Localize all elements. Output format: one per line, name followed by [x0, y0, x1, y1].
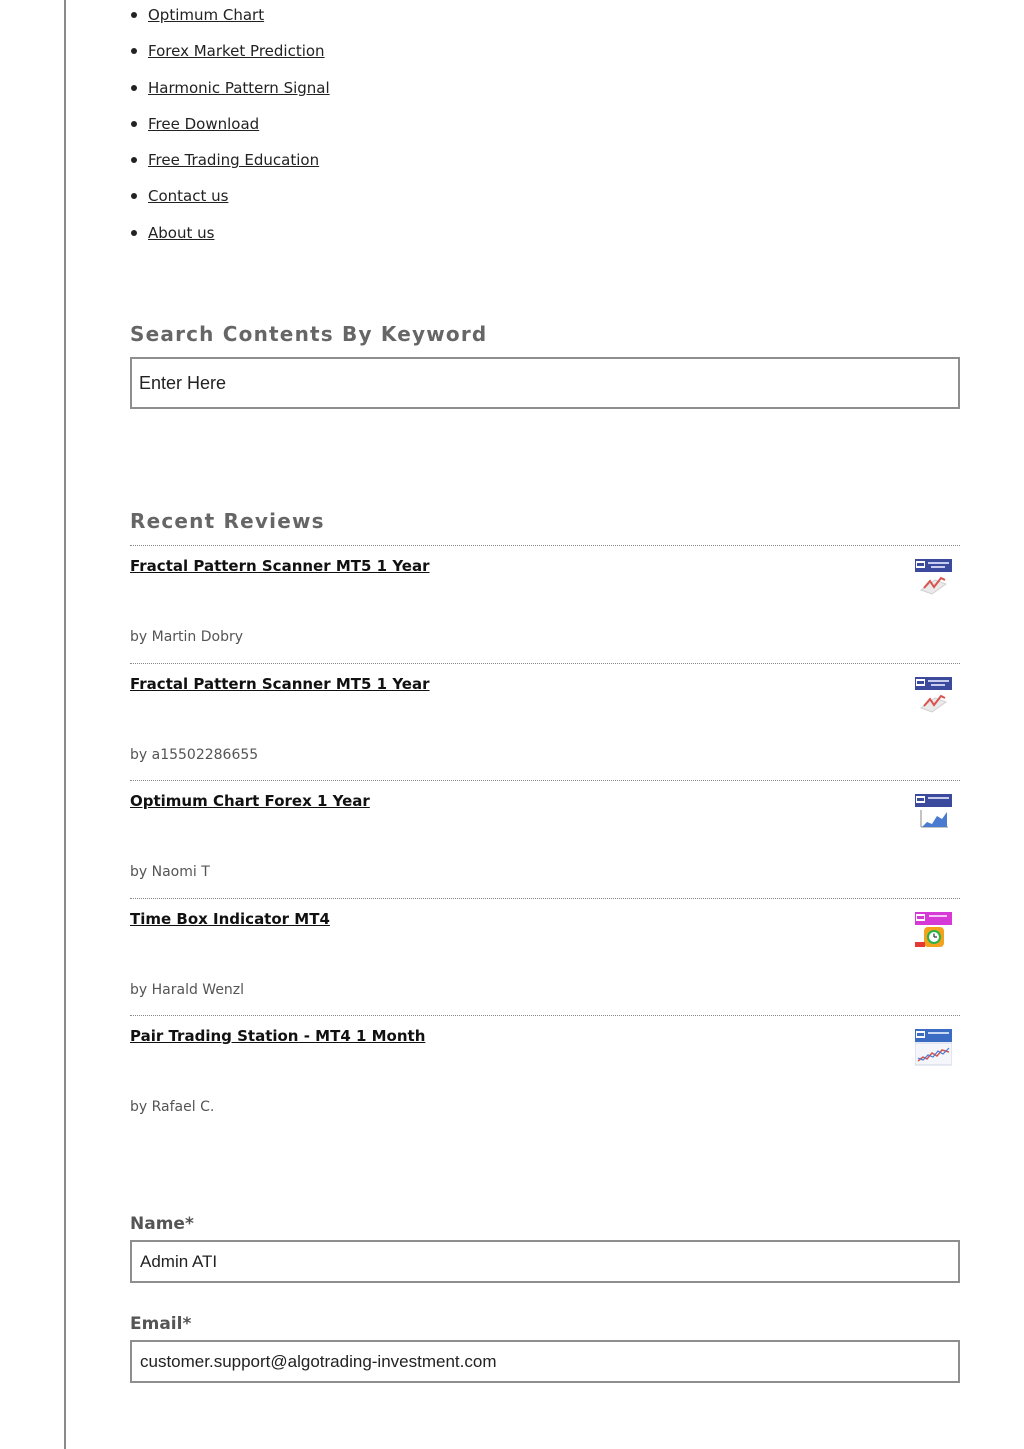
review-item	[130, 898, 960, 1016]
fractal-pattern-scanner-thumbnail[interactable]	[915, 559, 952, 596]
time-box-indicator-thumbnail[interactable]	[915, 912, 952, 949]
review-author: by Harald Wenzl	[130, 981, 245, 998]
nav-menu	[130, 3, 330, 257]
review-title-link[interactable]: Optimum Chart Forex 1 Year	[130, 792, 370, 810]
name-label: Name*	[130, 1214, 194, 1234]
review-item	[130, 663, 960, 781]
review-author: by Rafael C.	[130, 1099, 215, 1115]
nav-item-optimum-chart	[130, 3, 330, 39]
nav-item-harmonic-pattern-signal	[130, 76, 330, 112]
nav-item-free-download	[130, 112, 330, 148]
review-title-link[interactable]: Time Box Indicator MT4	[130, 909, 330, 928]
nav-link-forex-market-prediction[interactable]: Forex Market Prediction	[148, 42, 325, 61]
search-input[interactable]	[132, 359, 958, 407]
pair-trading-station-thumbnail[interactable]	[915, 1029, 952, 1066]
nav-item-contact-us	[130, 184, 330, 220]
bullet-icon	[131, 85, 137, 91]
bullet-icon	[131, 230, 137, 236]
nav-link-contact-us[interactable]: Contact us	[148, 187, 229, 206]
review-title-link[interactable]: Fractal Pattern Scanner MT5 1 Year	[130, 557, 430, 575]
review-item	[130, 1015, 960, 1133]
search-heading: Search Contents By Keyword	[130, 322, 488, 346]
fractal-pattern-scanner-thumbnail[interactable]	[915, 677, 952, 714]
review-title-link[interactable]: Pair Trading Station - MT4 1 Month	[130, 1027, 426, 1045]
page-left-border	[64, 0, 66, 1449]
review-list	[130, 545, 960, 1133]
review-author: by a15502286655	[130, 746, 259, 763]
bullet-icon	[131, 157, 137, 163]
review-author: by Martin Dobry	[130, 629, 244, 645]
nav-link-optimum-chart[interactable]: Optimum Chart	[148, 6, 265, 24]
review-title-link[interactable]: Fractal Pattern Scanner MT5 1 Year	[130, 674, 430, 693]
email-label: Email*	[130, 1314, 192, 1334]
search-box	[130, 357, 960, 409]
review-item	[130, 545, 960, 663]
recent-reviews-heading: Recent Reviews	[130, 509, 325, 533]
nav-link-free-download[interactable]: Free Download	[148, 114, 260, 133]
email-field	[130, 1340, 960, 1383]
bullet-icon	[131, 12, 137, 18]
nav-item-about-us	[130, 221, 330, 257]
bullet-icon	[131, 121, 137, 127]
bullet-icon	[131, 193, 137, 199]
nav-link-free-trading-education[interactable]: Free Trading Education	[148, 151, 320, 170]
review-item	[130, 780, 960, 898]
name-field	[130, 1240, 960, 1283]
review-author: by Naomi T	[130, 864, 210, 880]
nav-item-forex-market-prediction	[130, 39, 330, 75]
optimum-chart-thumbnail[interactable]	[915, 794, 952, 831]
nav-item-free-trading-education	[130, 148, 330, 184]
email-input[interactable]	[132, 1342, 958, 1381]
name-input[interactable]	[132, 1242, 958, 1281]
nav-link-about-us[interactable]: About us	[148, 223, 215, 242]
bullet-icon	[131, 48, 137, 54]
nav-link-harmonic-pattern-signal[interactable]: Harmonic Pattern Signal	[148, 78, 330, 97]
